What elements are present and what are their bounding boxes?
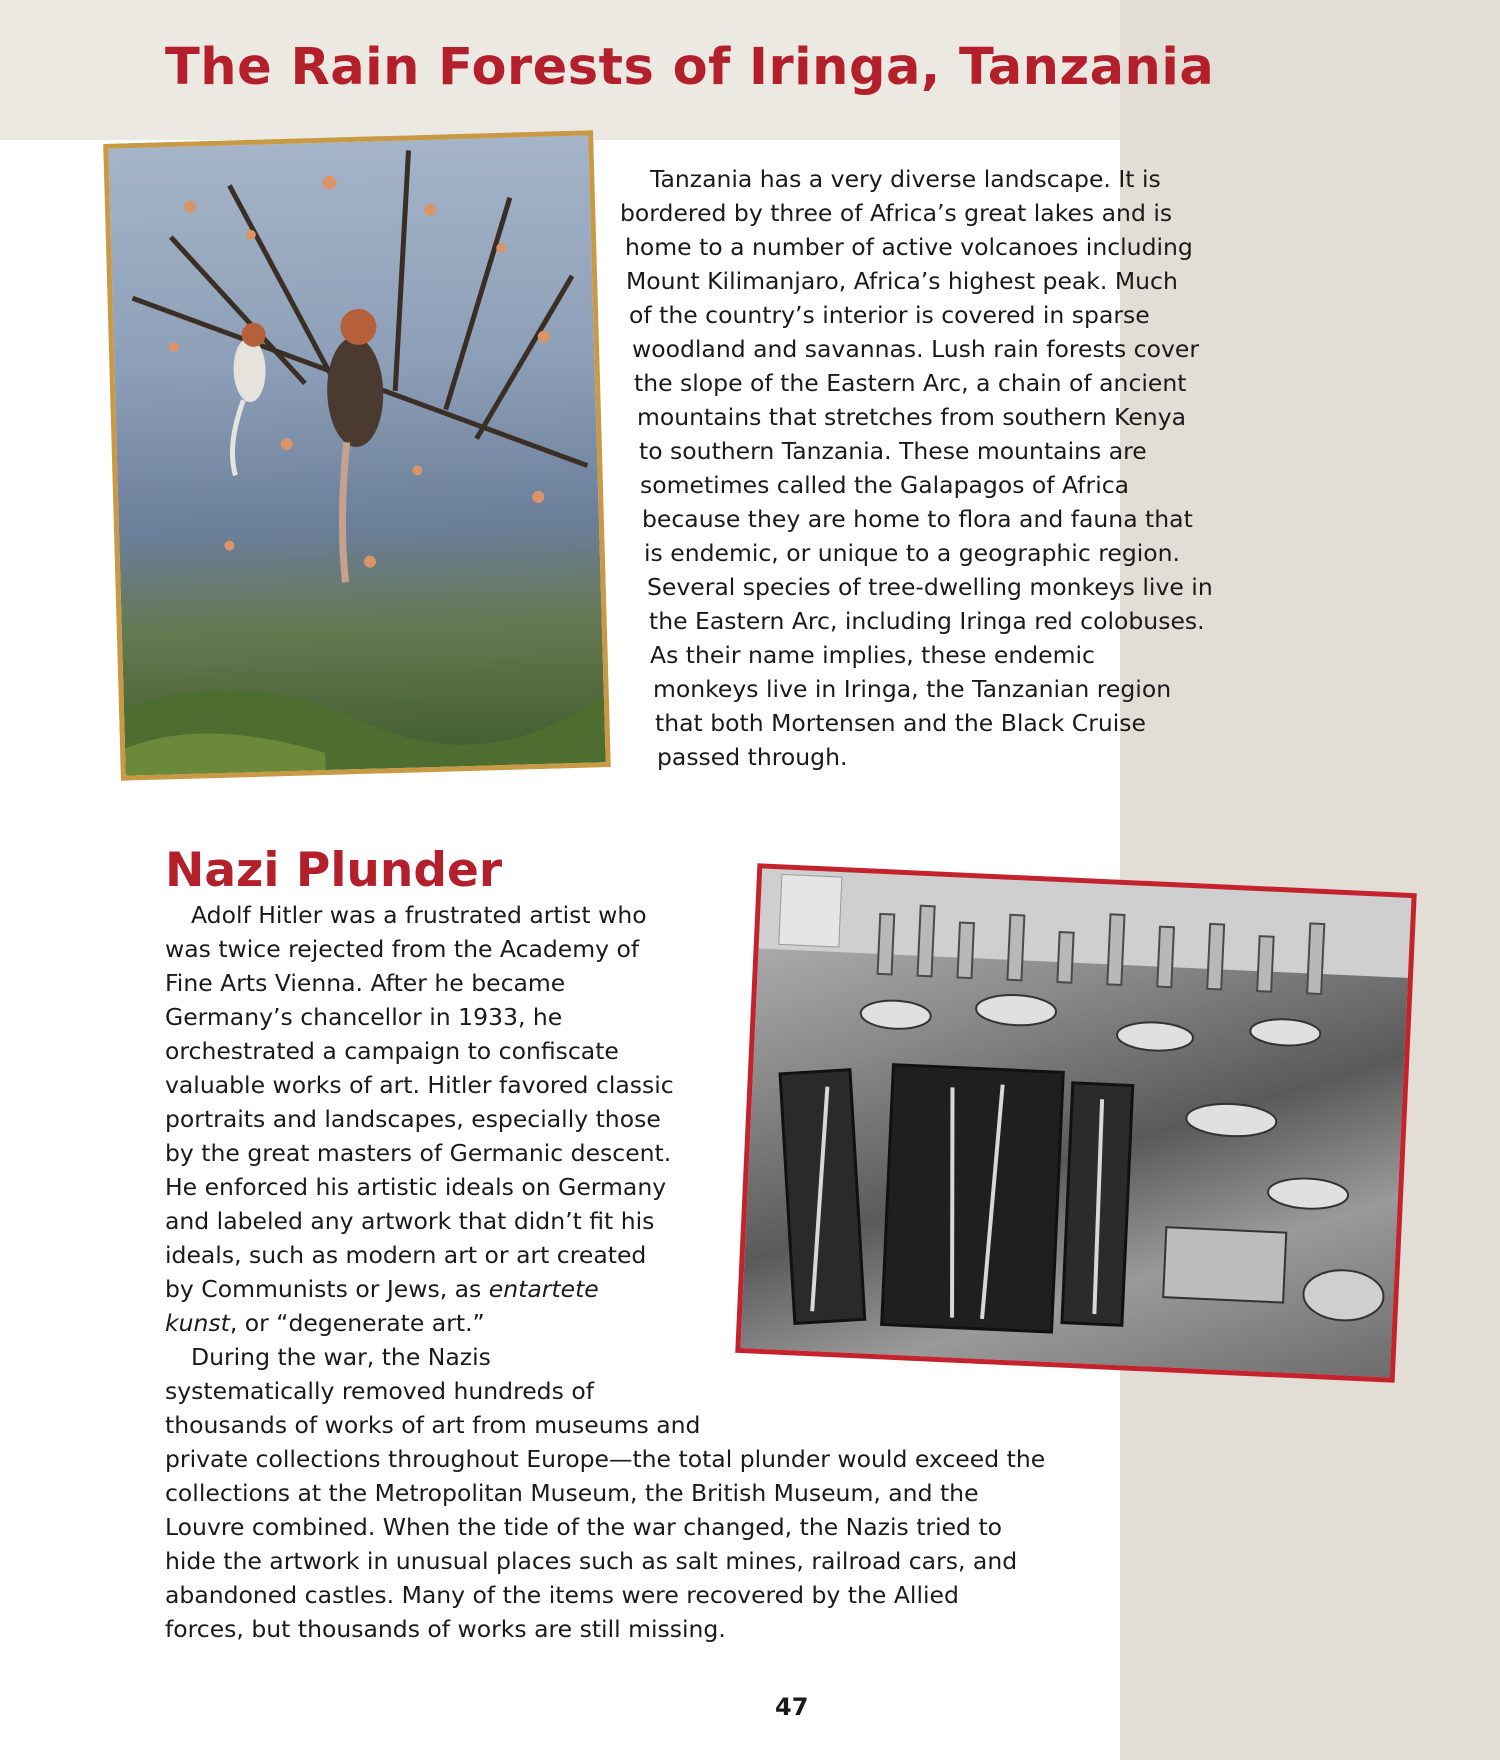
text-line: bordered by three of Africa’s great lakes and is (620, 199, 1173, 227)
text-line: collections at the Metropolitan Museum, the British Museum, and the (165, 1479, 979, 1507)
page-title: The Rain Forests of Iringa, Tanzania (165, 38, 1215, 97)
monkey-illustration (108, 135, 605, 775)
text-line: was twice rejected from the Academy of (165, 935, 640, 963)
text-line: systematically removed hundreds of (165, 1377, 594, 1405)
rainforest-paragraph (600, 162, 1213, 774)
text-line: to southern Tanzania. These mountains are (639, 437, 1147, 465)
text-line: forces, but thousands of works are still missing. (165, 1615, 726, 1643)
italic-term: entartete (488, 1275, 599, 1303)
text-line: Mount Kilimanjaro, Africa’s highest peak. Much (626, 267, 1178, 295)
text-line: thousands of works of art from museums and (165, 1411, 701, 1439)
text-line: Louvre combined. When the tide of the war changed, the Nazis tried to (165, 1513, 1003, 1541)
text-line: He enforced his artistic ideals on Germany (165, 1173, 667, 1201)
text-line: the slope of the Eastern Arc, a chain of ancient (634, 369, 1187, 397)
text-line: Germany’s chancellor in 1933, he (165, 1003, 563, 1031)
text-line: ideals, such as modern art or art created (165, 1241, 647, 1269)
text-line: home to a number of active volcanoes including (625, 233, 1193, 261)
text-line: because they are home to flora and fauna that (642, 505, 1193, 533)
text-line: portraits and landscapes, especially those (165, 1105, 661, 1133)
text-line (165, 1306, 1045, 1340)
text-line: During the war, the Nazis (191, 1343, 491, 1371)
text-line: is endemic, or unique to a geographic region. (644, 539, 1181, 567)
text-fragment: , or “degenerate art.” (229, 1309, 485, 1337)
text-line: monkeys live in Iringa, the Tanzanian region (653, 675, 1172, 703)
section-title-nazi-plunder: Nazi Plunder (165, 843, 503, 898)
text-line: woodland and savannas. Lush rain forests cover (632, 335, 1199, 363)
text-line: orchestrated a campaign to confiscate (165, 1037, 619, 1065)
text-line: As their name implies, these endemic (650, 641, 1095, 669)
text-line: private collections throughout Europe—the total plunder would exceed the (165, 1445, 1046, 1473)
text-line: Tanzania has a very diverse landscape. It is (650, 165, 1161, 193)
text-line: the Eastern Arc, including Iringa red colobuses. (649, 607, 1205, 635)
text-line: and labeled any artwork that didn’t fit his (165, 1207, 655, 1235)
text-line: mountains that stretches from southern Kenya (637, 403, 1187, 431)
text-line: sometimes called the Galapagos of Africa (640, 471, 1130, 499)
text-line: abandoned castles. Many of the items were recovered by the Allied (165, 1581, 959, 1609)
page-number: 47 (775, 1693, 809, 1721)
text-line: Several species of tree-dwelling monkeys live in (647, 573, 1213, 601)
text-line: Fine Arts Vienna. After he became (165, 969, 566, 997)
text-line (165, 1272, 1045, 1306)
text-line: hide the artwork in unusual places such as salt mines, railroad cars, and (165, 1547, 1018, 1575)
colobus-monkey-photo (103, 130, 611, 780)
text-line: of the country’s interior is covered in sparse (629, 301, 1150, 329)
text-fragment: by Communists or Jews, as (165, 1275, 489, 1303)
text-line: by the great masters of Germanic descent. (165, 1139, 672, 1167)
text-line: that both Mortensen and the Black Cruise (655, 709, 1146, 737)
nazi-plunder-paragraph (165, 898, 1045, 1646)
italic-term: kunst (165, 1309, 230, 1337)
text-line: valuable works of art. Hitler favored classic (165, 1071, 674, 1099)
text-line: passed through. (657, 743, 848, 771)
text-line: Adolf Hitler was a frustrated artist who (191, 901, 647, 929)
